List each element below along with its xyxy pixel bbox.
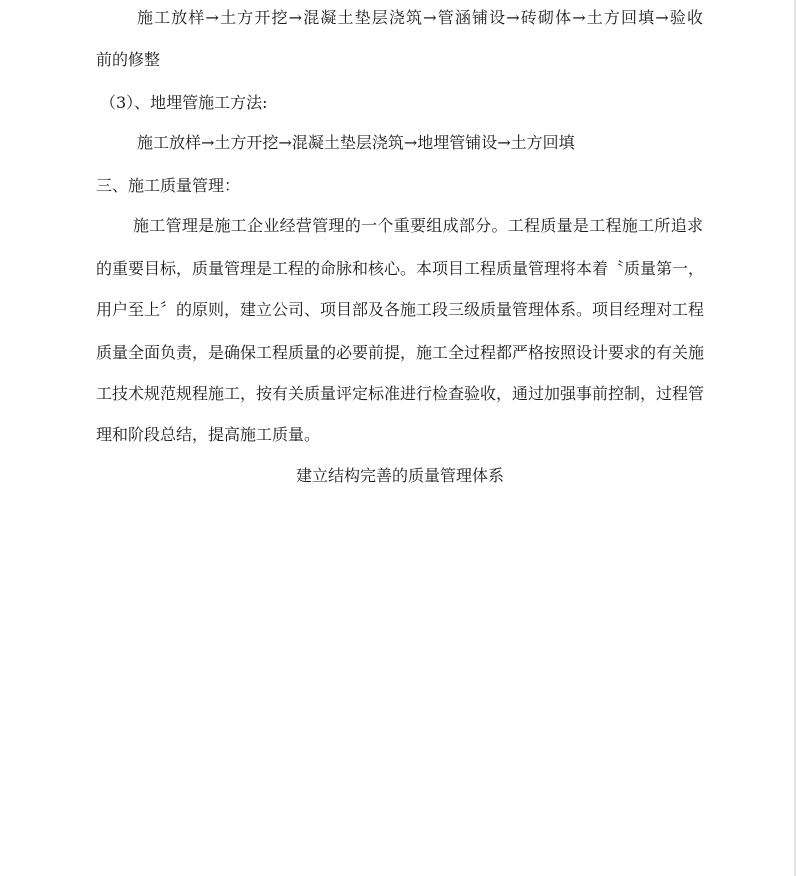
caption-title: 建立结构完善的质量管理体系	[295, 466, 504, 485]
flow-line-pipe-culvert: 施工放样→土方开挖→混凝土垫层浇筑→管涵铺设→砖砌体→土方回填→验收	[137, 8, 703, 27]
paragraph-line-3: 用户至上〞的原则，建立公司、项目部及各施工段三级质量管理体系。项目经理对工程	[96, 300, 705, 319]
paragraph-line-5: 工技术规范规程施工，按有关质量评定标准进行检查验收，通过加强事前控制，过程管	[96, 384, 705, 403]
paragraph-line-2: 的重要目标，质量管理是工程的命脉和核心。本项目工程质量管理将本着〝质量第一，	[96, 259, 705, 278]
section-heading-quality-management: 三、施工质量管理：	[96, 176, 241, 195]
flow-line-buried-pipe: 施工放样→土方开挖→混凝土垫层浇筑→地埋管铺设→土方回填	[137, 133, 575, 152]
paragraph-line-1: 施工管理是施工企业经营管理的一个重要组成部分。工程质量是工程施工所追求	[133, 216, 703, 235]
paragraph-line-4: 质量全面负责，是确保工程质量的必要前提，施工全过程都严格按照设计要求的有关施	[96, 343, 705, 362]
section-heading-buried-pipe: （3）、地埋管施工方法:	[100, 93, 268, 112]
flow-line-pipe-culvert-continued: 前的修整	[96, 50, 161, 69]
paragraph-line-6: 理和阶段总结，提高施工质量。	[96, 425, 321, 444]
